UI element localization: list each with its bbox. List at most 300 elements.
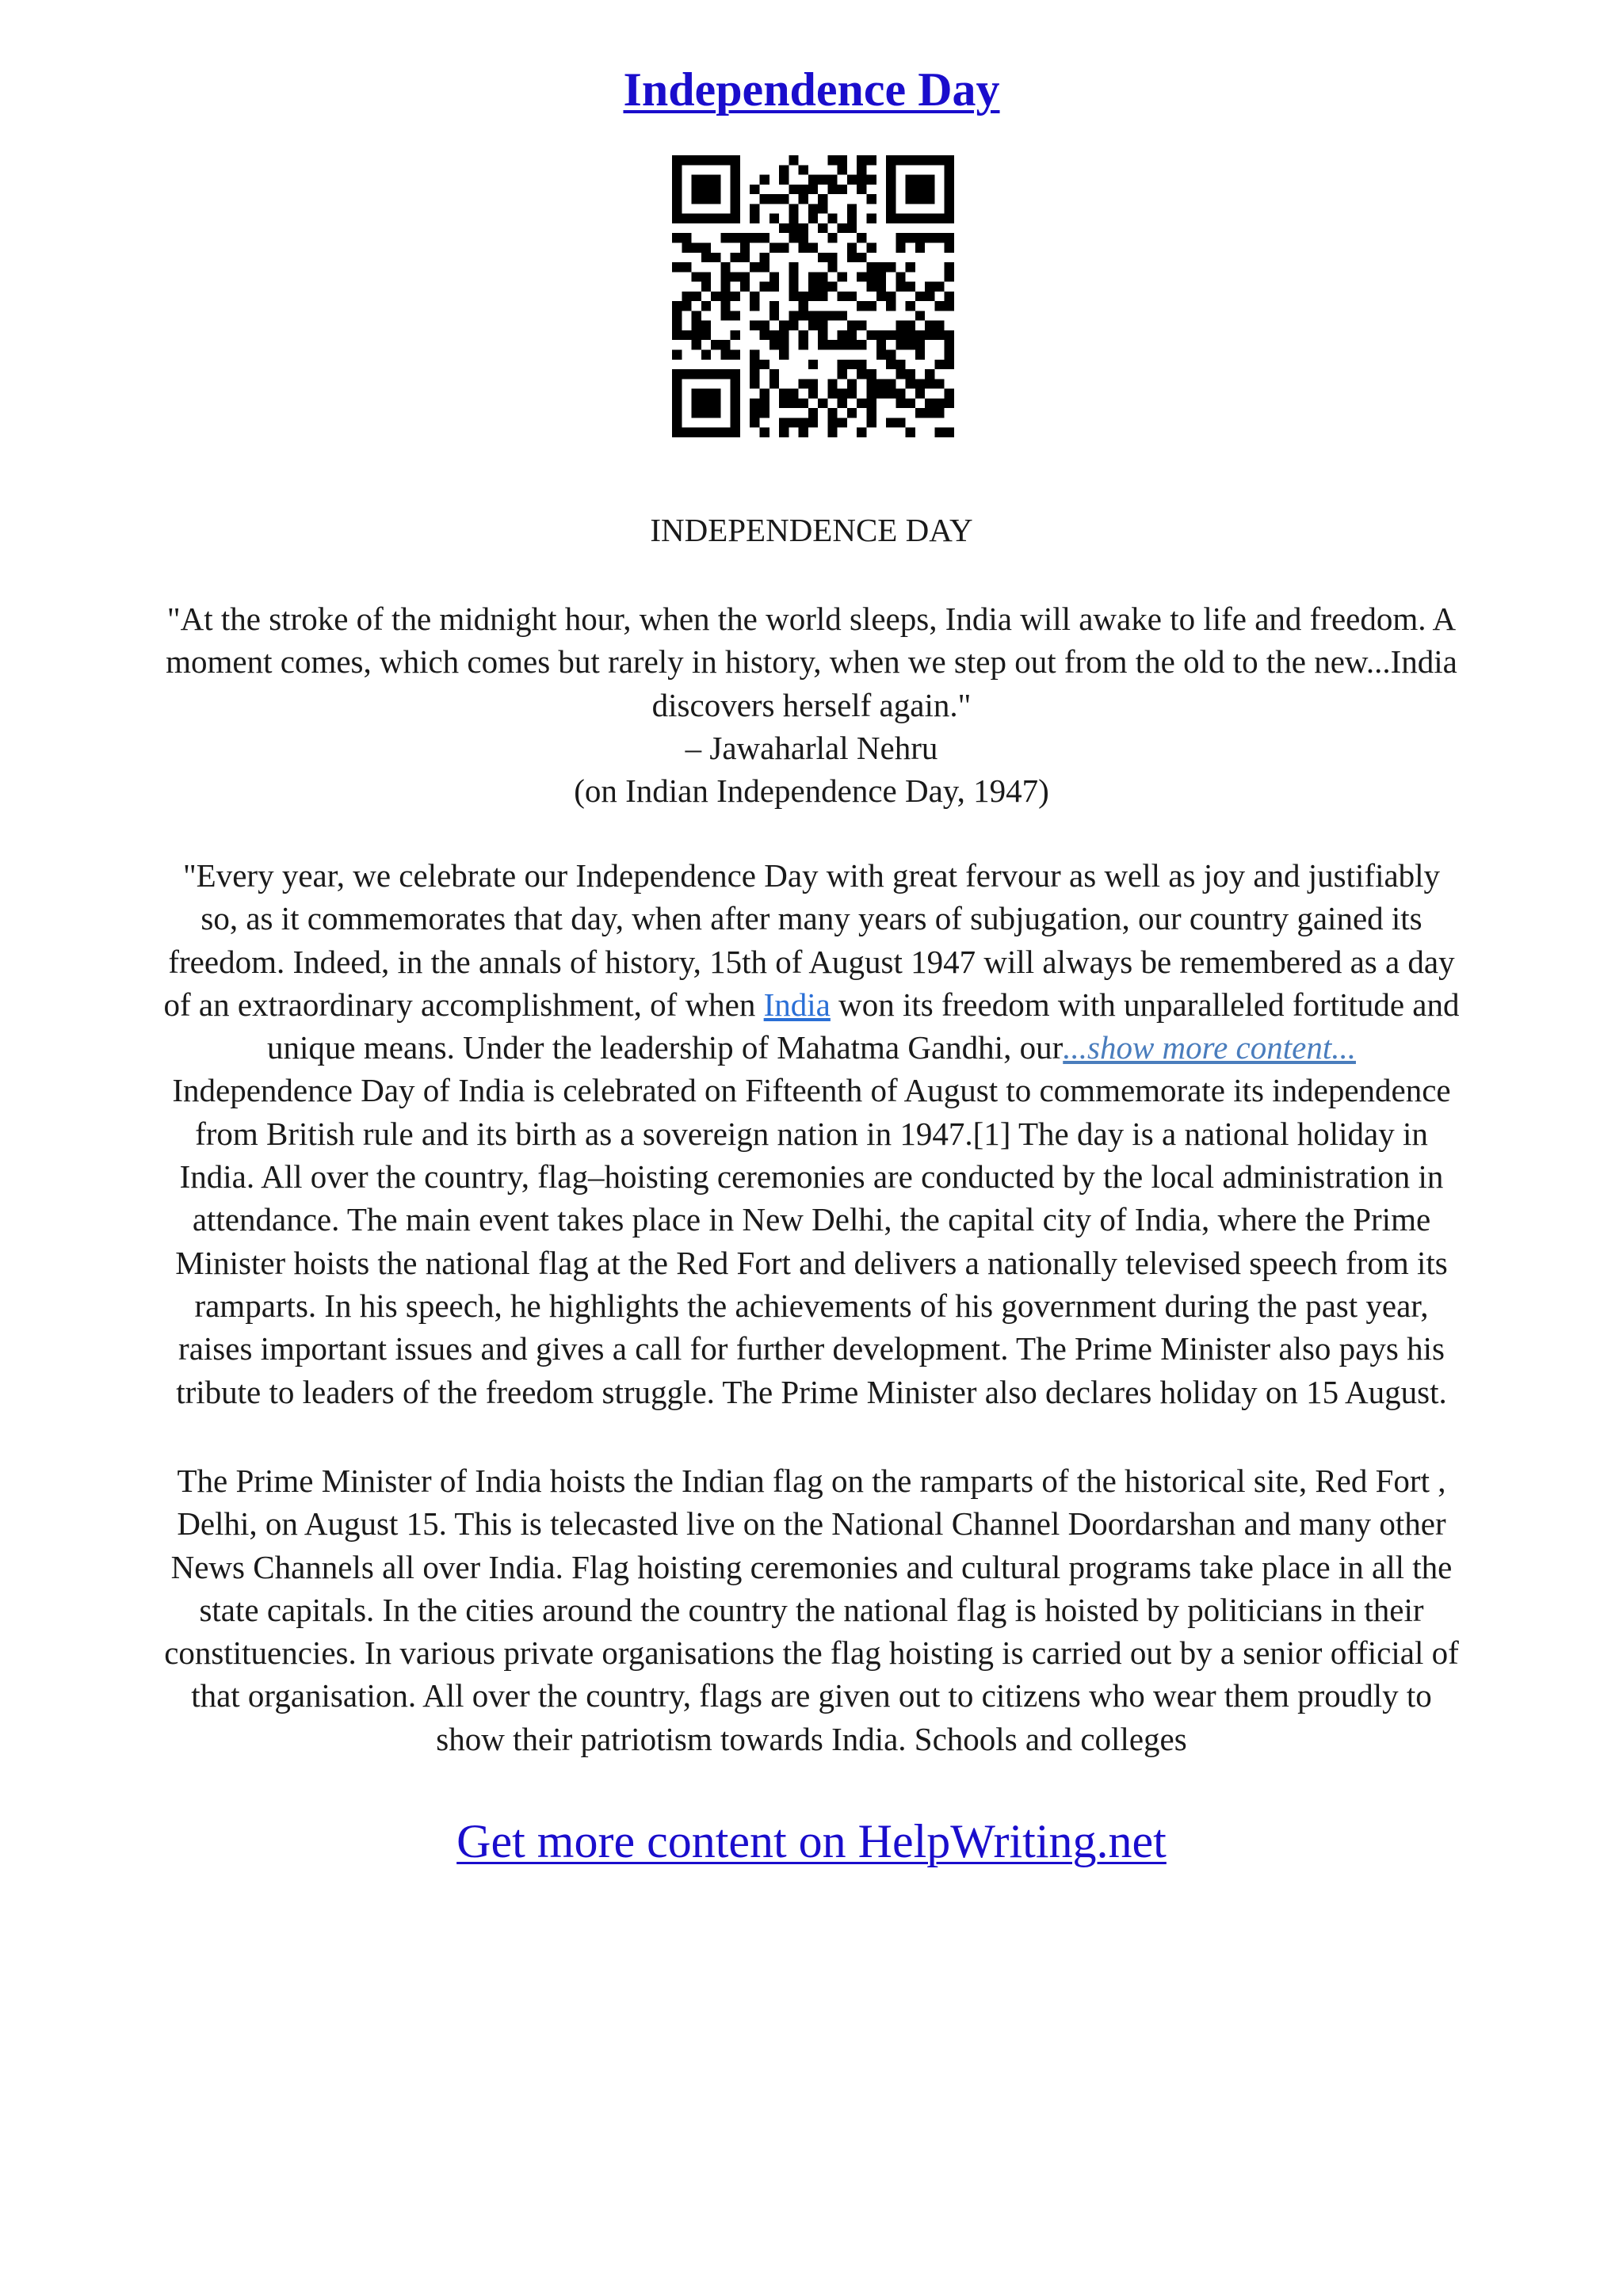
qr-module bbox=[838, 272, 847, 281]
qr-module bbox=[682, 214, 691, 223]
qr-module bbox=[759, 428, 769, 437]
qr-module bbox=[867, 301, 876, 311]
qr-module bbox=[838, 292, 847, 301]
qr-module bbox=[701, 242, 711, 252]
qr-module bbox=[799, 311, 808, 320]
qr-module bbox=[692, 369, 701, 379]
qr-module bbox=[857, 175, 866, 185]
qr-module bbox=[847, 321, 857, 330]
qr-module bbox=[818, 223, 827, 233]
qr-module bbox=[711, 428, 720, 437]
qr-module bbox=[731, 233, 740, 242]
qr-module bbox=[799, 399, 808, 408]
qr-module bbox=[876, 340, 886, 349]
qr-module bbox=[672, 428, 682, 437]
qr-module bbox=[867, 214, 876, 223]
qr-module bbox=[701, 194, 711, 204]
qr-module bbox=[731, 204, 740, 213]
qr-module bbox=[672, 389, 682, 399]
qr-module bbox=[692, 155, 701, 165]
qr-module bbox=[906, 330, 915, 340]
qr-module bbox=[934, 428, 944, 437]
qr-module bbox=[720, 369, 730, 379]
essay-line: so, as it commemorates that day, when after many years of subjugation, our country gained its bbox=[200, 900, 1423, 937]
paragraph-line: The Prime Minister of India hoists the Indian flag on the ramparts of the historical site, Red Fort , bbox=[177, 1463, 1446, 1499]
qr-module bbox=[857, 165, 866, 174]
qr-module bbox=[945, 360, 954, 369]
qr-module bbox=[818, 272, 827, 281]
qr-module bbox=[896, 214, 905, 223]
qr-module bbox=[847, 389, 857, 399]
qr-module bbox=[731, 418, 740, 427]
qr-module bbox=[945, 175, 954, 185]
qr-module bbox=[838, 223, 847, 233]
qr-module bbox=[876, 330, 886, 340]
qr-module bbox=[731, 165, 740, 174]
qr-module bbox=[876, 262, 886, 272]
qr-module bbox=[789, 155, 798, 165]
qr-module bbox=[906, 185, 915, 194]
qr-module bbox=[945, 389, 954, 399]
qr-module bbox=[692, 399, 701, 408]
qr-module bbox=[701, 369, 711, 379]
qr-module bbox=[945, 214, 954, 223]
qr-module bbox=[934, 408, 944, 418]
qr-module bbox=[945, 272, 954, 281]
qr-module bbox=[720, 272, 730, 281]
qr-module bbox=[925, 155, 934, 165]
qr-module bbox=[906, 379, 915, 388]
qr-module bbox=[886, 185, 896, 194]
qr-module bbox=[886, 292, 896, 301]
qr-module bbox=[750, 262, 759, 272]
qr-module bbox=[925, 408, 934, 418]
qr-module bbox=[731, 379, 740, 388]
qr-module bbox=[857, 399, 866, 408]
qr-module bbox=[906, 233, 915, 242]
qr-module bbox=[740, 282, 750, 292]
qr-module bbox=[945, 165, 954, 174]
qr-module bbox=[808, 408, 818, 418]
qr-module bbox=[759, 330, 769, 340]
qr-module bbox=[750, 350, 759, 360]
qr-module bbox=[925, 233, 934, 242]
qr-module bbox=[827, 253, 837, 262]
qr-module bbox=[886, 194, 896, 204]
qr-module bbox=[818, 399, 827, 408]
more-content-link[interactable]: Get more content on HelpWriting.net bbox=[456, 1815, 1167, 1867]
qr-module bbox=[750, 321, 759, 330]
paragraph-line: state capitals. In the cities around the country the national flag is hoisted by politicians in their bbox=[199, 1591, 1424, 1628]
paragraph-line: Delhi, on August 15. This is telecasted live on the National Channel Doordarshan and many other bbox=[177, 1505, 1446, 1543]
qr-module bbox=[818, 175, 827, 185]
qr-module bbox=[720, 350, 730, 360]
qr-module bbox=[915, 214, 925, 223]
qr-module bbox=[779, 418, 789, 427]
qr-module bbox=[838, 399, 847, 408]
qr-module bbox=[925, 282, 934, 292]
qr-module bbox=[701, 214, 711, 223]
qr-module bbox=[779, 428, 789, 437]
qr-module bbox=[808, 379, 818, 388]
qr-module bbox=[827, 340, 837, 349]
essay-heading: INDEPENDENCE DAY bbox=[650, 512, 973, 548]
essay-line: tribute to leaders of the freedom struggle. The Prime Minister also declares holiday on 15 August. bbox=[176, 1373, 1447, 1410]
qr-module bbox=[672, 185, 682, 194]
qr-module bbox=[750, 379, 759, 388]
qr-module bbox=[857, 253, 866, 262]
qr-module bbox=[808, 204, 818, 213]
qr-module bbox=[789, 223, 798, 233]
qr-module bbox=[682, 369, 691, 379]
qr-module bbox=[731, 311, 740, 320]
qr-module bbox=[799, 379, 808, 388]
qr-module bbox=[701, 428, 711, 437]
qr-module bbox=[838, 330, 847, 340]
qr-module bbox=[692, 175, 701, 185]
qr-module bbox=[827, 282, 837, 292]
qr-module bbox=[867, 175, 876, 185]
quote-line: "At the stroke of the midnight hour, when the world sleeps, India will awake to life and freedom. A bbox=[166, 601, 1457, 637]
qr-module bbox=[731, 175, 740, 185]
qr-module bbox=[847, 340, 857, 349]
qr-module bbox=[799, 194, 808, 204]
qr-module bbox=[701, 185, 711, 194]
qr-module bbox=[818, 340, 827, 349]
qr-module bbox=[876, 272, 886, 281]
qr-module bbox=[740, 272, 750, 281]
qr-module bbox=[701, 408, 711, 418]
essay-line: India. All over the country, flag–hoisting ceremonies are conducted by the local administration in bbox=[179, 1158, 1444, 1196]
qr-module bbox=[945, 301, 954, 311]
qr-module bbox=[720, 340, 730, 349]
qr-module bbox=[876, 282, 886, 292]
qr-module bbox=[672, 155, 682, 165]
qr-module bbox=[750, 292, 759, 301]
qr-module bbox=[731, 272, 740, 281]
qr-module bbox=[818, 321, 827, 330]
qr-module bbox=[867, 262, 876, 272]
qr-module bbox=[945, 350, 954, 360]
qr-module bbox=[906, 214, 915, 223]
qr-module bbox=[827, 175, 837, 185]
qr-module bbox=[925, 292, 934, 301]
qr-module bbox=[750, 185, 759, 194]
quote-line: moment comes, which comes but rarely in history, when we step out from the old to the new...India bbox=[166, 643, 1457, 681]
qr-module bbox=[876, 350, 886, 360]
qr-module bbox=[945, 204, 954, 213]
qr-module bbox=[731, 389, 740, 399]
qr-module bbox=[769, 272, 779, 281]
qr-module bbox=[759, 399, 769, 408]
qr-module bbox=[701, 399, 711, 408]
qr-module bbox=[711, 292, 720, 301]
qr-module bbox=[818, 311, 827, 320]
qr-module bbox=[847, 223, 857, 233]
qr-module bbox=[750, 301, 759, 311]
qr-module bbox=[711, 389, 720, 399]
qr-module bbox=[682, 155, 691, 165]
qr-module bbox=[896, 369, 905, 379]
qr-module bbox=[827, 155, 837, 165]
qr-module bbox=[672, 399, 682, 408]
qr-module bbox=[886, 214, 896, 223]
qr-module bbox=[779, 194, 789, 204]
qr-module bbox=[789, 282, 798, 292]
qr-module bbox=[827, 311, 837, 320]
qr-module bbox=[808, 418, 818, 427]
qr-module bbox=[915, 194, 925, 204]
qr-module bbox=[808, 311, 818, 320]
qr-module bbox=[847, 253, 857, 262]
qr-module bbox=[925, 194, 934, 204]
qr-module bbox=[867, 155, 876, 165]
qr-module bbox=[682, 301, 691, 311]
qr-module bbox=[867, 408, 876, 418]
qr-module bbox=[808, 292, 818, 301]
qr-module bbox=[720, 282, 730, 292]
qr-module bbox=[906, 262, 915, 272]
qr-module bbox=[799, 330, 808, 340]
qr-module bbox=[906, 369, 915, 379]
qr-module bbox=[934, 399, 944, 408]
qr-module bbox=[672, 175, 682, 185]
paragraph-line: show their patriotism towards India. Schools and colleges bbox=[436, 1720, 1187, 1757]
qr-module bbox=[847, 360, 857, 369]
qr-module bbox=[701, 155, 711, 165]
qr-module bbox=[945, 399, 954, 408]
qr-module bbox=[925, 185, 934, 194]
qr-module bbox=[740, 242, 750, 252]
qr-module bbox=[731, 428, 740, 437]
qr-module bbox=[701, 253, 711, 262]
qr-module bbox=[769, 311, 779, 320]
qr-module bbox=[672, 321, 682, 330]
qr-module bbox=[915, 292, 925, 301]
qr-code-icon bbox=[672, 155, 954, 437]
qr-module bbox=[906, 321, 915, 330]
qr-module bbox=[672, 369, 682, 379]
qr-module bbox=[934, 360, 944, 369]
qr-module bbox=[934, 321, 944, 330]
qr-module bbox=[692, 292, 701, 301]
qr-module bbox=[789, 418, 798, 427]
qr-module bbox=[827, 233, 837, 242]
qr-module bbox=[799, 242, 808, 252]
qr-module bbox=[711, 340, 720, 349]
qr-module bbox=[915, 242, 925, 252]
qr-module bbox=[934, 282, 944, 292]
qr-module bbox=[847, 242, 857, 252]
qr-module bbox=[711, 214, 720, 223]
qr-module bbox=[838, 369, 847, 379]
qr-module bbox=[838, 155, 847, 165]
qr-module bbox=[701, 330, 711, 340]
qr-module bbox=[672, 165, 682, 174]
qr-module bbox=[867, 369, 876, 379]
india-link[interactable]: India bbox=[763, 986, 831, 1023]
qr-module bbox=[789, 272, 798, 281]
qr-module bbox=[779, 340, 789, 349]
qr-module bbox=[925, 399, 934, 408]
qr-module bbox=[731, 194, 740, 204]
qr-module bbox=[847, 175, 857, 185]
qr-module bbox=[906, 194, 915, 204]
qr-module bbox=[720, 311, 730, 320]
qr-module bbox=[779, 175, 789, 185]
qr-module bbox=[672, 204, 682, 213]
show-more-link[interactable]: ...show more content... bbox=[1063, 1029, 1356, 1066]
qr-module bbox=[847, 292, 857, 301]
qr-module bbox=[682, 428, 691, 437]
qr-module bbox=[906, 428, 915, 437]
qr-module bbox=[867, 272, 876, 281]
qr-module bbox=[827, 185, 837, 194]
qr-module bbox=[682, 262, 691, 272]
qr-module bbox=[672, 379, 682, 388]
qr-module bbox=[934, 214, 944, 223]
qr-module bbox=[731, 155, 740, 165]
title-link[interactable]: Independence Day bbox=[623, 63, 1000, 116]
qr-module bbox=[896, 399, 905, 408]
qr-module bbox=[759, 321, 769, 330]
qr-module bbox=[769, 379, 779, 388]
qr-module bbox=[925, 214, 934, 223]
essay-line bbox=[48, 1026, 1575, 1069]
qr-module bbox=[886, 155, 896, 165]
qr-module bbox=[827, 428, 837, 437]
qr-module bbox=[711, 399, 720, 408]
qr-module bbox=[701, 282, 711, 292]
quote-occasion: (on Indian Independence Day, 1947) bbox=[574, 772, 1049, 810]
qr-module bbox=[808, 185, 818, 194]
qr-module bbox=[672, 262, 682, 272]
qr-module bbox=[789, 204, 798, 213]
qr-module bbox=[876, 292, 886, 301]
essay-line: ramparts. In his speech, he highlights the achievements of his government during the past year, bbox=[194, 1287, 1429, 1324]
qr-module bbox=[886, 350, 896, 360]
qr-module bbox=[769, 301, 779, 311]
qr-module bbox=[838, 389, 847, 399]
essay-line: raises important issues and gives a call for further development. The Prime Minister also pays his bbox=[178, 1330, 1445, 1367]
qr-module bbox=[886, 418, 896, 427]
essay-text: won its freedom with unparalleled fortitude and bbox=[830, 986, 1460, 1023]
qr-module bbox=[886, 165, 896, 174]
essay-body bbox=[48, 854, 1575, 1413]
qr-module bbox=[867, 389, 876, 399]
qr-module bbox=[818, 330, 827, 340]
qr-module bbox=[896, 360, 905, 369]
qr-module bbox=[750, 418, 759, 427]
qr-module bbox=[857, 272, 866, 281]
qr-module bbox=[789, 262, 798, 272]
qr-module bbox=[934, 301, 944, 311]
qr-module bbox=[867, 242, 876, 252]
qr-module bbox=[692, 389, 701, 399]
qr-module bbox=[818, 292, 827, 301]
qr-module bbox=[789, 292, 798, 301]
qr-module bbox=[759, 262, 769, 272]
qr-module bbox=[711, 185, 720, 194]
qr-module bbox=[838, 360, 847, 369]
qr-module bbox=[799, 233, 808, 242]
qr-module bbox=[731, 399, 740, 408]
qr-module bbox=[672, 330, 682, 340]
qr-module bbox=[838, 340, 847, 349]
qr-module bbox=[867, 194, 876, 204]
qr-module bbox=[701, 389, 711, 399]
qr-module bbox=[847, 204, 857, 213]
qr-module bbox=[701, 350, 711, 360]
qr-module bbox=[779, 330, 789, 340]
qr-module bbox=[759, 389, 769, 399]
qr-module bbox=[896, 155, 905, 165]
qr-module bbox=[827, 214, 837, 223]
qr-module bbox=[915, 233, 925, 242]
essay-text: of an extraordinary accomplishment, of when bbox=[163, 986, 764, 1023]
qr-module bbox=[750, 369, 759, 379]
qr-module bbox=[925, 321, 934, 330]
qr-module bbox=[945, 340, 954, 349]
qr-module bbox=[808, 360, 818, 369]
qr-module bbox=[692, 311, 701, 320]
qr-module bbox=[672, 311, 682, 320]
qr-module bbox=[750, 360, 759, 369]
qr-module bbox=[769, 330, 779, 340]
qr-module bbox=[886, 204, 896, 213]
qr-module bbox=[799, 418, 808, 427]
qr-module bbox=[915, 340, 925, 349]
qr-module bbox=[779, 165, 789, 174]
qr-module bbox=[769, 194, 779, 204]
essay-line: "Every year, we celebrate our Independence Day with great fervour as well as joy and justifiably bbox=[182, 857, 1441, 894]
qr-module bbox=[945, 194, 954, 204]
qr-module bbox=[759, 175, 769, 185]
qr-module bbox=[847, 408, 857, 418]
qr-module bbox=[857, 428, 866, 437]
essay-line: Minister hoists the national flag at the Red Fort and delivers a nationally televised speech from its bbox=[175, 1244, 1448, 1281]
qr-module bbox=[886, 389, 896, 399]
qr-module bbox=[711, 175, 720, 185]
qr-module bbox=[925, 175, 934, 185]
essay-line: freedom. Indeed, in the annals of history, 15th of August 1947 will always be remembered as a day bbox=[168, 943, 1455, 980]
document-title bbox=[0, 54, 1623, 125]
qr-module bbox=[867, 379, 876, 388]
qr-module bbox=[827, 418, 837, 427]
qr-module bbox=[692, 272, 701, 281]
qr-module bbox=[701, 272, 711, 281]
qr-module bbox=[896, 330, 905, 340]
qr-module bbox=[867, 282, 876, 292]
qr-module bbox=[672, 350, 682, 360]
qr-module bbox=[896, 389, 905, 399]
qr-module bbox=[731, 408, 740, 418]
qr-module bbox=[934, 379, 944, 388]
qr-module bbox=[731, 369, 740, 379]
qr-module bbox=[896, 242, 905, 252]
essay-text: unique means. Under the leadership of Mahatma Gandhi, our bbox=[267, 1029, 1064, 1066]
qr-module bbox=[827, 262, 837, 272]
qr-module bbox=[867, 418, 876, 427]
qr-module bbox=[906, 399, 915, 408]
qr-module bbox=[934, 330, 944, 340]
qr-module bbox=[672, 301, 682, 311]
qr-module bbox=[789, 185, 798, 194]
qr-module bbox=[731, 330, 740, 340]
second-paragraph bbox=[48, 1459, 1575, 1760]
essay-line bbox=[48, 983, 1575, 1026]
qr-module bbox=[692, 330, 701, 340]
